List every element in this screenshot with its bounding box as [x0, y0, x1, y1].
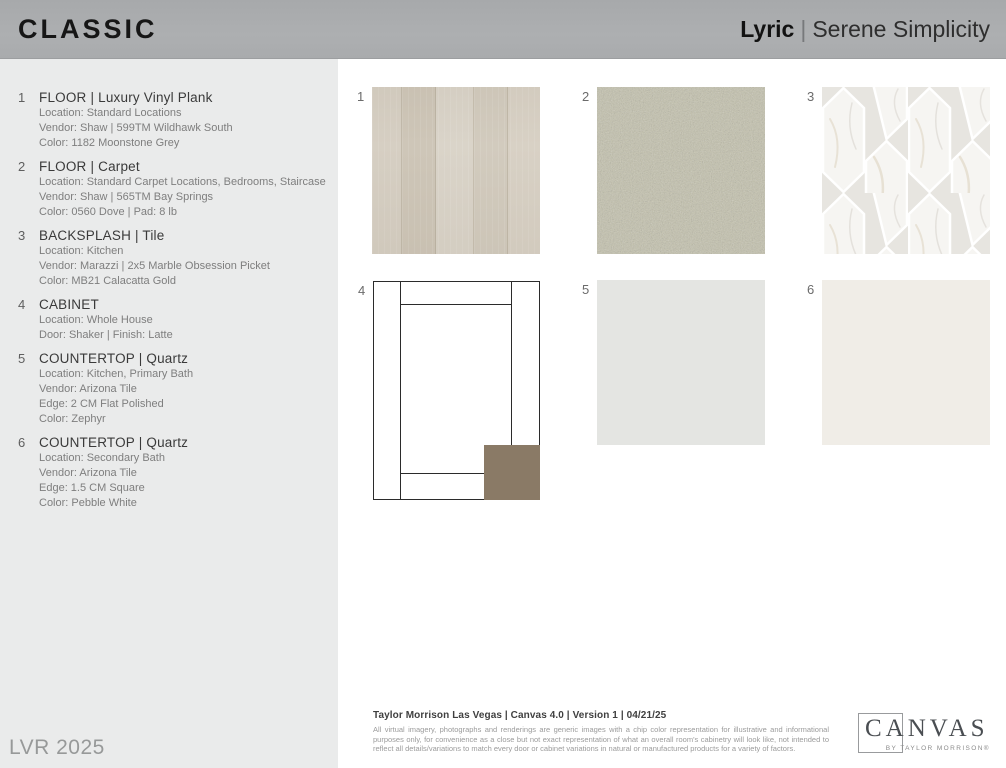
spec-title: BACKSPLASH | Tile [39, 228, 165, 243]
swatch-marble-picket-tile [807, 87, 990, 254]
spec-item-countertop-kitchen [0, 350, 338, 434]
spec-number: 2 [18, 159, 26, 174]
collection-name: Lyric [740, 15, 795, 42]
spec-detail: Vendor: Marazzi | 2x5 Marble Obsession Picket [39, 260, 270, 272]
spec-title: COUNTERTOP | Quartz [39, 351, 189, 366]
spec-title: CABINET [39, 297, 99, 312]
spec-title: FLOOR | Luxury Vinyl Plank [39, 90, 213, 105]
spec-detail: Color: 0560 Dove | Pad: 8 lb [39, 206, 177, 218]
spec-detail: Color: 1182 Moonstone Grey [39, 137, 180, 149]
spec-item-backsplash [0, 227, 338, 296]
swatch-number: 4 [358, 283, 366, 298]
swatch-luxury-vinyl-plank [357, 87, 540, 254]
spec-detail: Vendor: Arizona Tile [39, 467, 137, 479]
spec-detail: Edge: 1.5 CM Square [39, 482, 145, 494]
swatch-cabinet-door [358, 281, 540, 500]
spec-number: 6 [18, 435, 26, 450]
picket-tile-pattern [822, 87, 990, 254]
spec-item-floor-carpet [0, 158, 338, 227]
spec-detail: Door: Shaker | Finish: Latte [39, 329, 173, 341]
latte-finish-chip [484, 445, 540, 500]
swatch-number: 3 [807, 89, 815, 104]
spec-detail: Edge: 2 CM Flat Polished [39, 398, 164, 410]
spec-detail: Color: MB21 Calacatta Gold [39, 275, 176, 287]
plan-title [740, 16, 990, 43]
spec-detail: Vendor: Arizona Tile [39, 383, 137, 395]
title-divider: | [800, 15, 807, 42]
spec-detail: Vendor: Shaw | 565TM Bay Springs [39, 191, 214, 203]
spec-item-floor-lvp [0, 89, 338, 158]
spec-detail: Color: Zephyr [39, 413, 106, 425]
quartz-pebble-white-chip [822, 280, 990, 445]
watermark: LVR 2025 [9, 736, 105, 759]
canvas-logo-text: CANVAS [865, 715, 989, 742]
swatch-number: 2 [582, 89, 590, 104]
spec-detail: Location: Secondary Bath [39, 452, 165, 464]
swatch-number: 6 [807, 282, 815, 297]
spec-detail: Location: Kitchen [39, 245, 124, 257]
swatch-number: 1 [357, 89, 365, 104]
spec-number: 1 [18, 90, 26, 105]
canvas-logo [856, 706, 994, 760]
footer-disclaimer: All virtual imagery, photographs and renderings are generic images with a chip color representation for illustrative and informational purposes only, for convenience as a close but not exact representation of what an overall room's cabinetry will look like, not intended to reflect all details/variations to match every door or cabinet variations in natural or manufactured products for a variety of factors. [373, 725, 829, 753]
spec-title: COUNTERTOP | Quartz [39, 435, 189, 450]
spec-detail: Location: Kitchen, Primary Bath [39, 368, 194, 380]
carpet-noise-overlay [597, 87, 765, 254]
swatch-quartz-pebble-white [807, 280, 990, 445]
spec-item-cabinet [0, 296, 338, 350]
palette-name: Serene Simplicity [812, 15, 990, 42]
quartz-zephyr-chip [597, 280, 765, 445]
spec-detail: Vendor: Shaw | 599TM Wildhawk South [39, 122, 233, 134]
spec-number: 5 [18, 351, 26, 366]
vinyl-plank-texture [372, 87, 540, 254]
spec-item-countertop-bath [0, 434, 338, 518]
spec-detail: Location: Whole House [39, 314, 153, 326]
header [0, 0, 1006, 59]
spec-detail: Location: Standard Carpet Locations, Bedrooms, Staircase [39, 176, 326, 188]
swatch-number: 5 [582, 282, 590, 297]
swatch-carpet [582, 87, 765, 254]
spec-number: 3 [18, 228, 26, 243]
spec-number: 4 [18, 297, 26, 312]
spec-title: FLOOR | Carpet [39, 159, 140, 174]
spec-detail: Color: Pebble White [39, 497, 137, 509]
spec-sidebar [0, 59, 338, 768]
spec-detail: Location: Standard Locations [39, 107, 182, 119]
canvas-logo-subtext: BY TAYLOR MORRISON® [885, 745, 990, 752]
footer-info-line: Taylor Morrison Las Vegas | Canvas 4.0 | Version 1 | 04/21/25 [373, 710, 667, 721]
swatch-quartz-zephyr [582, 280, 765, 445]
style-name: CLASSIC [18, 13, 158, 44]
